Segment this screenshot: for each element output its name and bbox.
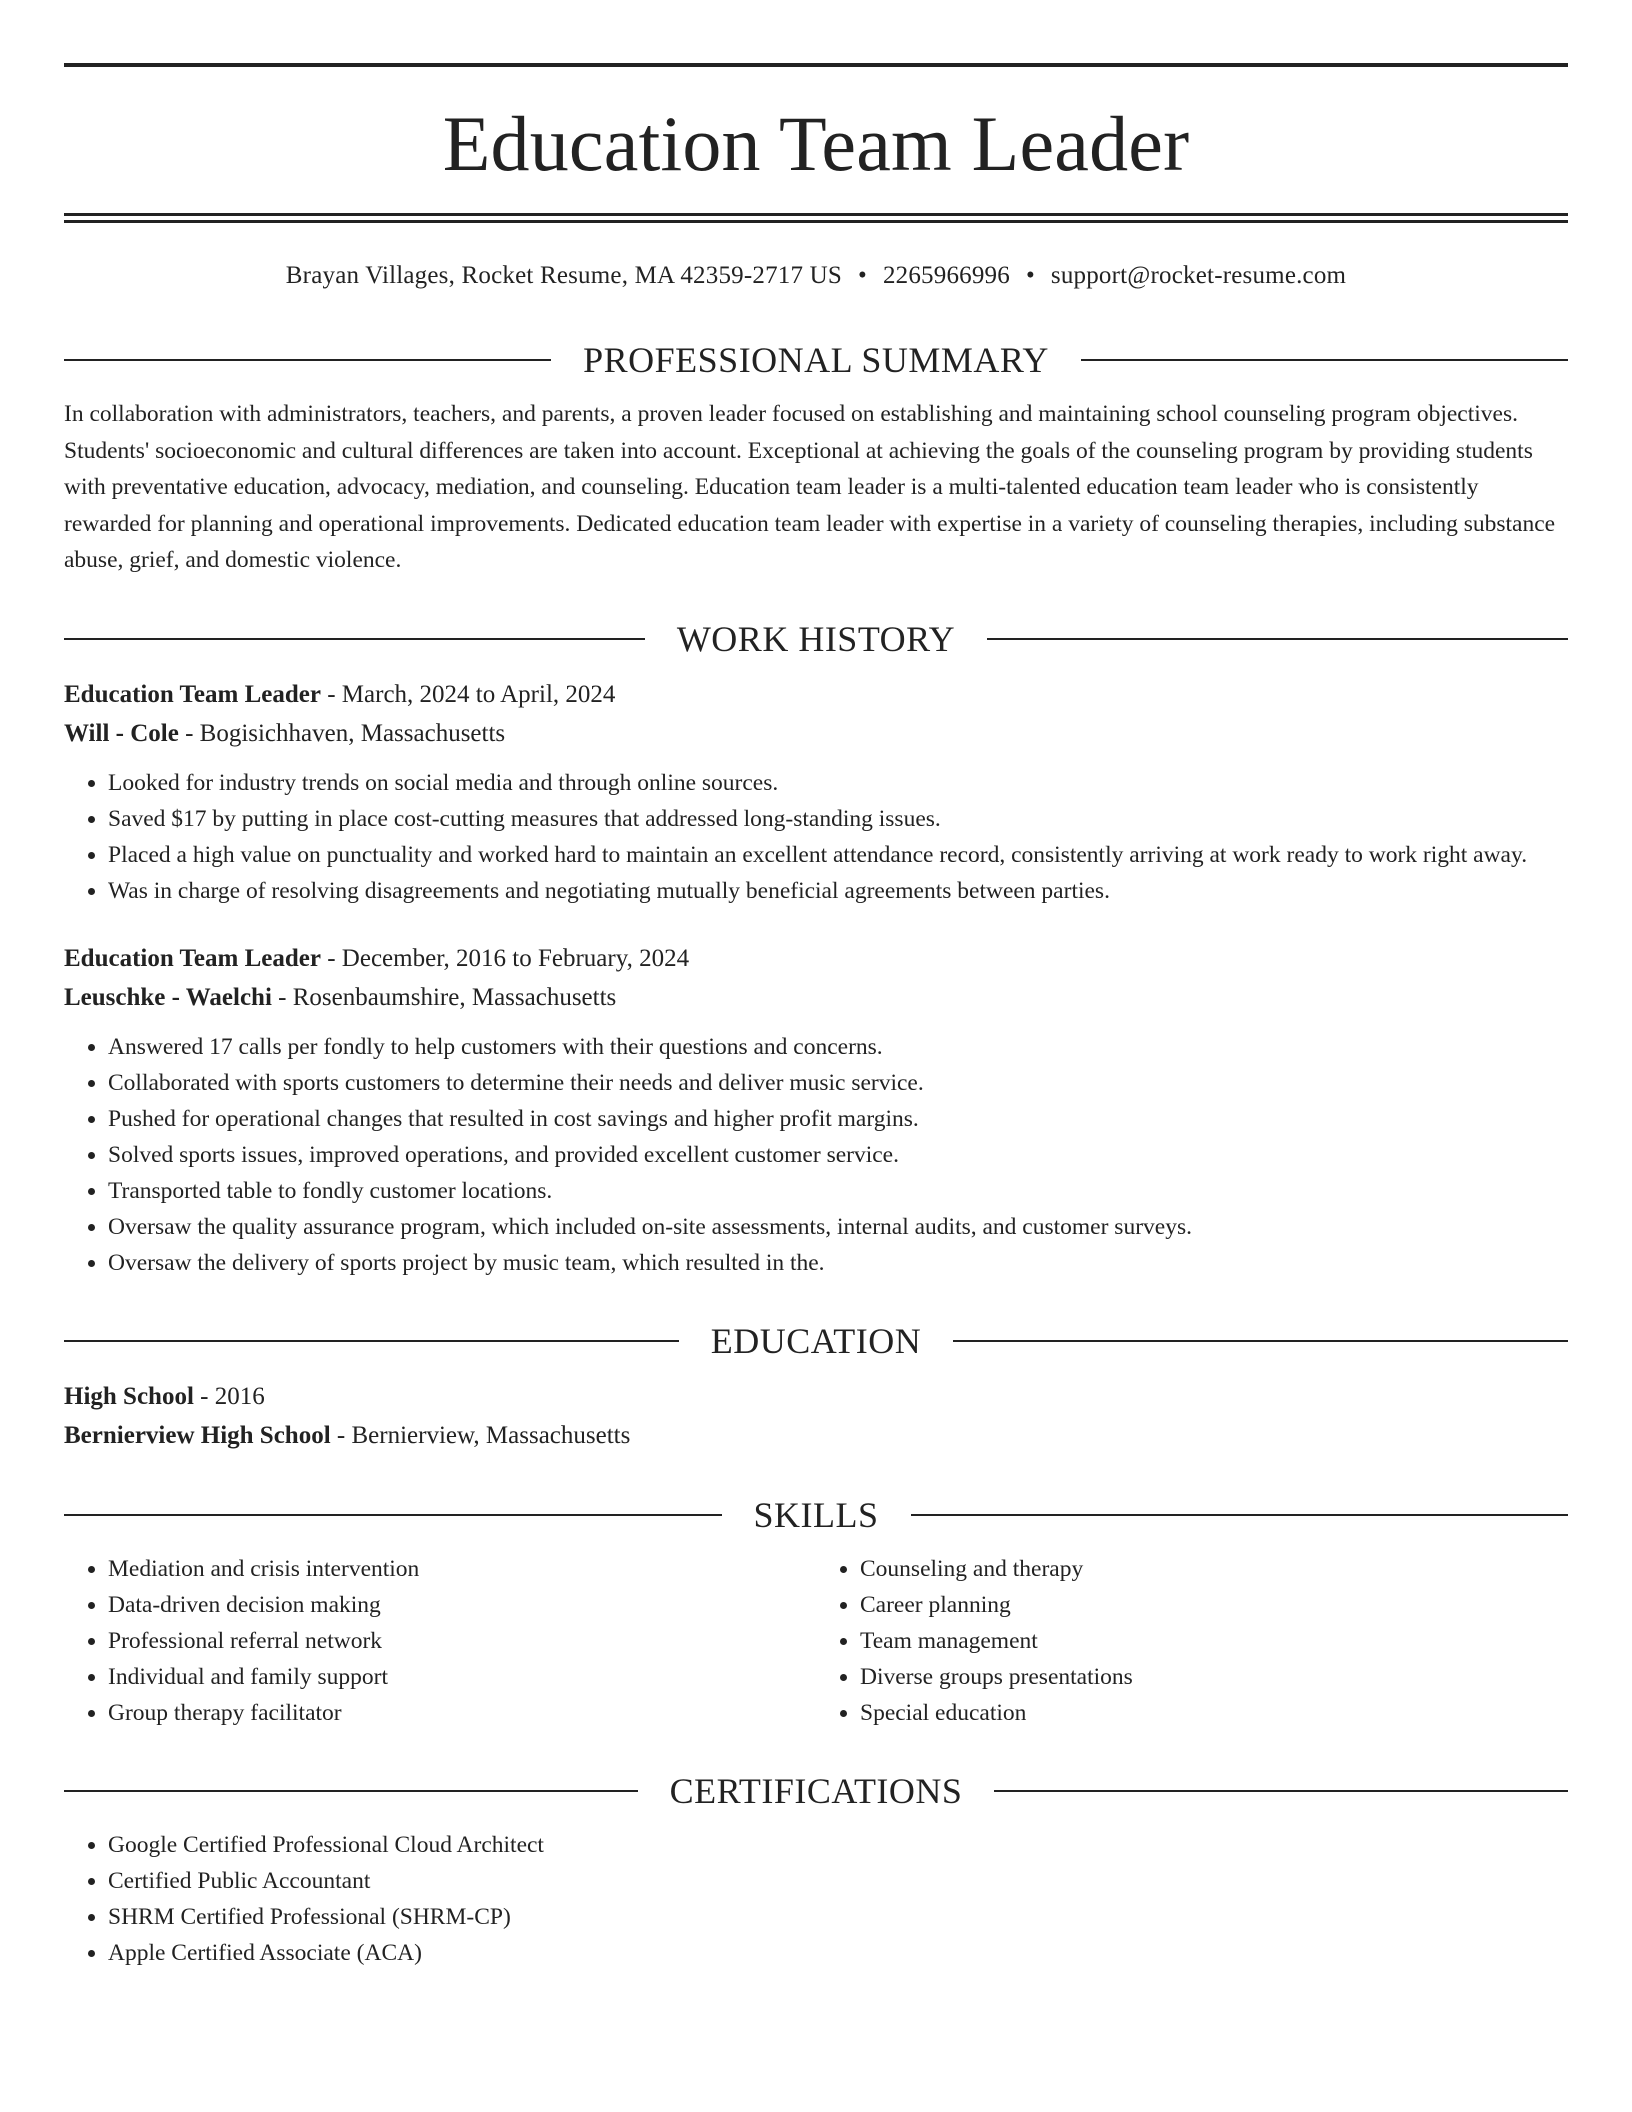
section-header-skills [64,1494,1568,1535]
skill-item: • Group therapy facilitator [108,1695,816,1731]
certification-item: • Apple Certified Associate (ACA) [108,1935,1568,1971]
job-bullet: • Oversaw the delivery of sports project by music team, which resulted in the. [108,1245,1568,1281]
skill-item: • Special education [860,1695,1568,1731]
skills-column-right [816,1551,1568,1731]
job-company-line [64,978,1568,1017]
skill-item: • Individual and family support [108,1659,816,1695]
section-rule-left [64,638,645,640]
certification-item: • Certified Public Accountant [108,1863,1568,1899]
section-rule-left [64,1340,679,1342]
skill-item: • Professional referral network [108,1623,816,1659]
job-bullet: • Collaborated with sports customers to determine their needs and deliver music service. [108,1065,1568,1101]
job-bullet: • Placed a high value on punctuality and worked hard to maintain an excellent attendance record, consistently arriving at work ready to work right away. [108,837,1568,873]
title-bottom-double-rule [64,213,1568,223]
skills-grid [64,1551,1568,1731]
education-year: - 2016 [193,1382,265,1410]
job-bullet: • Transported table to fondly customer locations. [108,1173,1568,1209]
skills-column-left [64,1551,816,1731]
skill-item: • Diverse groups presentations [860,1659,1568,1695]
skill-item: • Career planning [860,1587,1568,1623]
section-title-certifications: CERTIFICATIONS [669,1770,963,1811]
job-title-line [64,939,1568,978]
contact-separator: • [1025,262,1035,289]
title-top-rule [64,63,1568,67]
job-bullet: • Saved $17 by putting in place cost-cutting measures that addressed long-standing issues. [108,801,1568,837]
job-location: - Rosenbaumshire, Massachusetts [271,983,617,1011]
job-title: Education Team Leader [64,680,321,708]
job-company-line [64,714,1568,753]
education-degree-line [64,1377,1568,1416]
section-header-work-history [64,618,1568,659]
job-bullet: • Was in charge of resolving disagreements and negotiating mutually beneficial agreements between parties. [108,873,1568,909]
education-degree: High School [64,1382,194,1410]
job-title: Education Team Leader [64,944,321,972]
contact-line [64,263,1568,288]
job-company: Leuschke - Waelchi [64,983,272,1011]
job-bullet: • Looked for industry trends on social media and through online sources. [108,765,1568,801]
education-entry [64,1377,1568,1455]
section-title-summary: PROFESSIONAL SUMMARY [583,340,1049,380]
contact-separator: • [858,262,867,289]
job-dates: - March, 2024 to April, 2024 [320,680,616,708]
job-bullets [64,765,1568,909]
section-rule-left [64,359,551,361]
job-bullet: • Answered 17 calls per fondly to help customers with their questions and concerns. [108,1029,1568,1065]
education-school: Bernierview High School [64,1421,331,1449]
job-entry [64,675,1568,909]
job-title-line [64,675,1568,714]
skill-item: • Data-driven decision making [108,1587,816,1623]
job-entry [64,939,1568,1281]
section-header-summary [64,342,1568,378]
job-bullet: • Pushed for operational changes that resulted in cost savings and higher profit margins. [108,1101,1568,1137]
job-bullet: • Oversaw the quality assurance program, which included on-site assessments, internal audits, and customer surveys. [108,1209,1568,1245]
job-bullets [64,1029,1568,1281]
section-rule-right [1081,359,1568,361]
section-header-certifications [64,1770,1568,1811]
section-header-education [64,1320,1568,1361]
contact-email: support@rocket-resume.com [1050,262,1347,289]
job-company: Will - Cole [64,719,179,747]
job-location: - Bogisichhaven, Massachusetts [178,719,506,747]
resume-title: Education Team Leader [442,100,1190,187]
skill-item: • Counseling and therapy [860,1551,1568,1587]
education-location: - Bernierview, Massachusetts [330,1421,631,1449]
contact-address: Brayan Villages, Rocket Resume, MA 42359-2717 US [285,262,842,289]
certification-item: • Google Certified Professional Cloud Architect [108,1827,1568,1863]
section-title-education: EDUCATION [710,1320,922,1361]
certification-item: • SHRM Certified Professional (SHRM-CP) [108,1899,1568,1935]
certifications-list [64,1827,1568,1971]
section-rule-left [64,1790,638,1792]
summary-paragraph: In collaboration with administrators, teachers, and parents, a proven leader focused on establishing and maintaining school counseling program objectives. Students' socioeconomic and cultural differences are taken into account. Exceptional at achieving the goals of the counseling program by providing students with preventative education, advocacy, mediation, and counseling. Education team leader is a multi-talented education team leader who is consistently rewarded for planning and operational improvements. Dedicated education team leader with expertise in a variety of counseling therapies, including substance abuse, grief, and domestic violence. [64,401,1556,573]
job-dates: - December, 2016 to February, 2024 [320,944,690,972]
section-rule-right [911,1514,1569,1516]
skill-item: • Team management [860,1623,1568,1659]
section-rule-left [64,1514,722,1516]
job-bullet: • Solved sports issues, improved operations, and provided excellent customer service. [108,1137,1568,1173]
education-school-line [64,1416,1568,1455]
section-title-work-history: WORK HISTORY [676,618,956,659]
section-rule-right [987,638,1568,640]
contact-phone: 2265966996 [882,262,1010,289]
section-rule-right [953,1340,1568,1342]
skill-item: • Mediation and crisis intervention [108,1551,816,1587]
section-title-skills: SKILLS [753,1494,879,1535]
section-rule-right [994,1790,1568,1792]
